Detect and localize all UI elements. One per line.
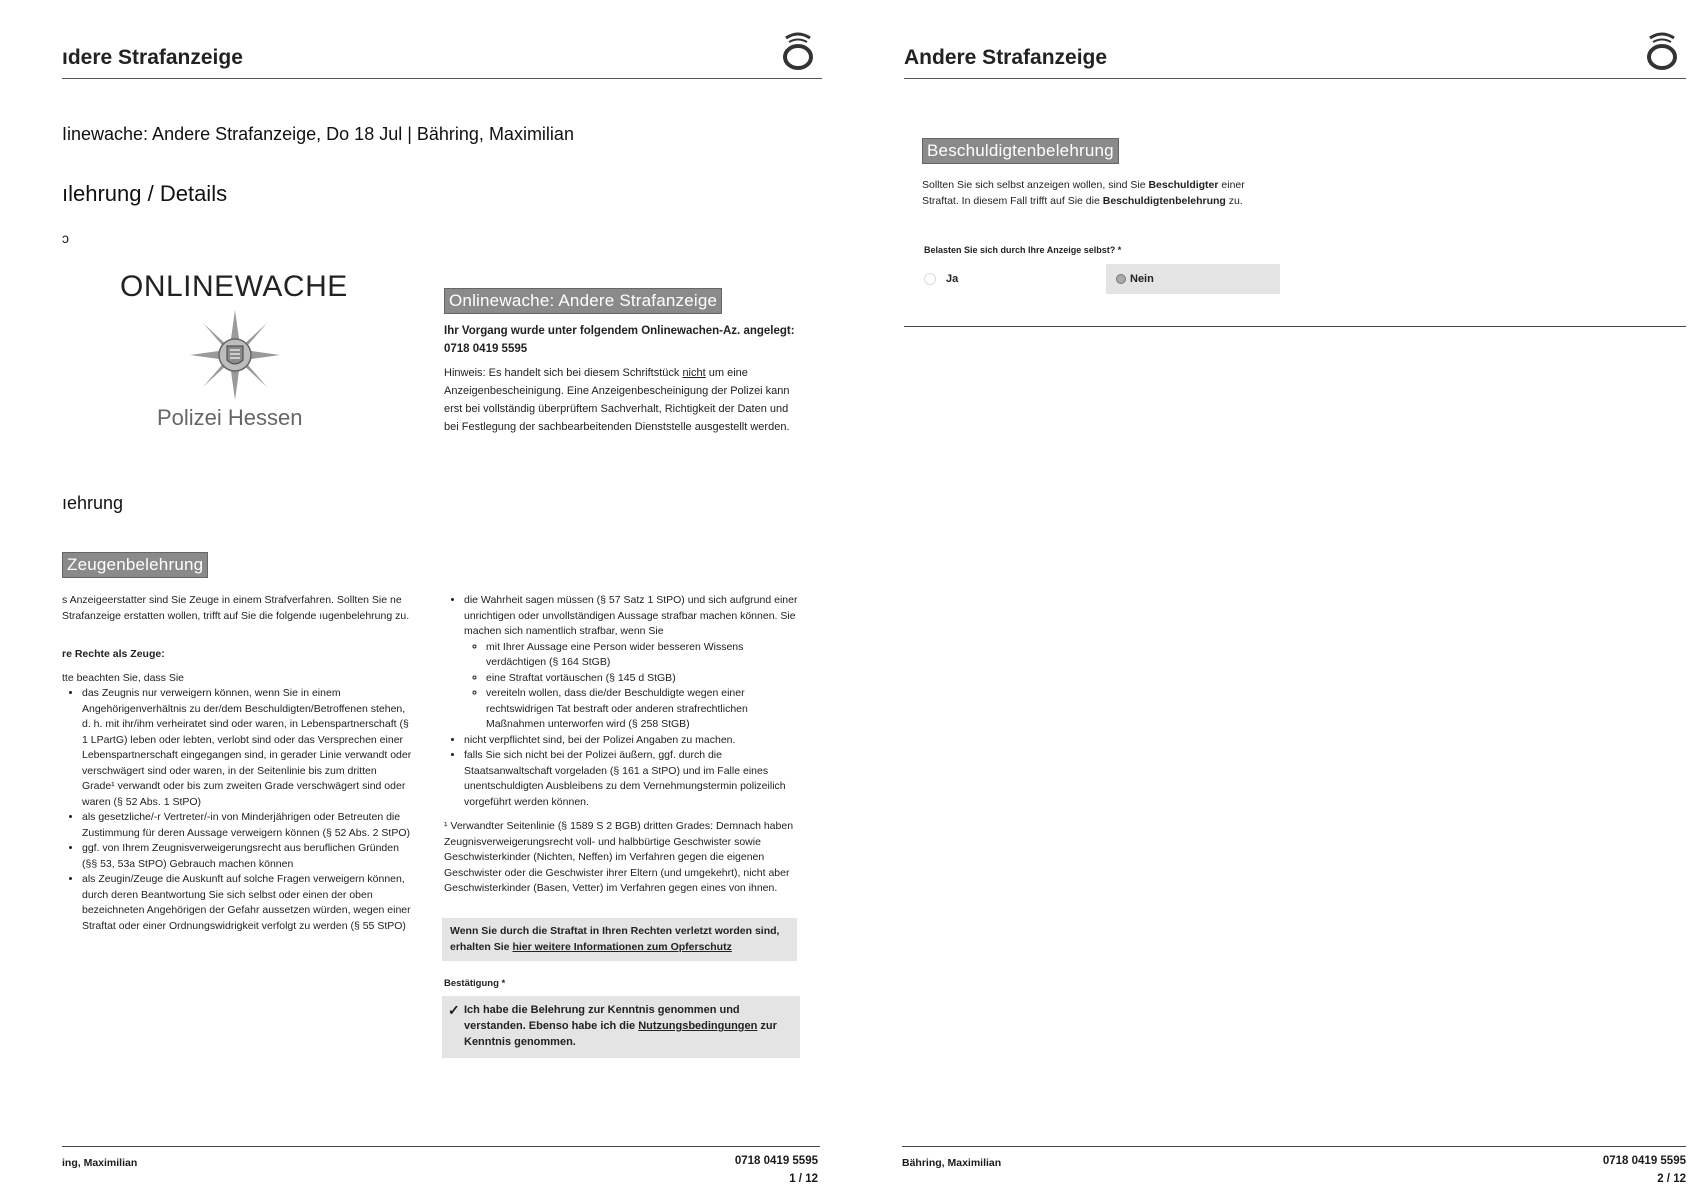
footer-reference: 0718 0419 5595 <box>1602 1155 1686 1167</box>
section-end-rule <box>904 326 1686 327</box>
witness-duties-list <box>444 593 799 810</box>
intro-mid: einer Straftat. In diesem Fall trifft auf Sie die <box>922 179 1245 207</box>
onlinewache-brand-title: ONLINEWACHE <box>120 270 348 303</box>
footer-name: Bähring, Maximilian <box>902 1157 1002 1169</box>
section-heading: ılehrung / Details <box>62 181 228 206</box>
radio-ja[interactable] <box>924 273 936 285</box>
document-page-1 <box>0 0 835 1199</box>
footnote-text: ¹ Verwandter Seitenlinie (§ 1589 S 2 BGB) dritten Grades: Demnach haben Zeugnisverweigerungsrecht voll- und halbbürtige Geschwister sowie Geschwisterkinder (Nichten, Neffen) im Verfahren gegen die eigenen Geschwister oder die Geschwister ihrer Eltern (und umgekehrt), nicht aber Geschwisterkinder (Basen, Vetter) im Verfahren gegen eines von ihnen. <box>444 820 794 894</box>
self-incrimination-question: Belasten Sie sich durch Ihre Anzeige selbst? * <box>924 245 1122 255</box>
list-item: ◦ eine Straftat vortäuschen (§ 145 d StGB) <box>486 671 799 687</box>
intro-prefix: Sollten Sie sich selbst anzeigen wollen, sind Sie <box>922 179 1149 191</box>
checkmark-icon: ✓ <box>448 1002 460 1018</box>
terms-of-use-link[interactable]: Nutzungsbedingungen <box>638 1020 758 1032</box>
confirmation-text <box>464 1002 789 1050</box>
footer-reference: 0718 0419 5595 <box>734 1155 818 1167</box>
radio-nein-selected[interactable] <box>1116 274 1126 284</box>
witness-rights-lead: tte beachten Sie, dass Sie <box>62 672 184 684</box>
victim-box-text: Wenn Sie durch die Straftat in Ihren Rechten verletzt worden sind, erhalten Sie <box>450 925 780 953</box>
hint-underlined: nicht <box>682 367 706 379</box>
duty-truth: die Wahrheit sagen müssen (§ 57 Satz 1 StPO) und sich aufgrund einer unrichtigen oder unvollständigen Aussage strafbar machen können. Sie machen sich namentlich strafbar, wenn Sie <box>464 594 798 637</box>
info-box-label: Onlinewache: Andere Strafanzeige <box>444 288 722 314</box>
witness-rights-list <box>62 686 412 934</box>
list-item: ◦ mit Ihrer Aussage eine Person wider besseren Wissens verdächtigen (§ 164 StGB) <box>486 640 799 671</box>
belehrung-heading: ıehrung <box>62 493 124 513</box>
list-item: ◦ vereiteln wollen, dass die/der Beschuldigte wegen einer rechtswidrigen Tat bestraft oder anderen strafrechtlichen Maßnahmen unterworfen wird (§ 258 StGB) <box>486 686 799 733</box>
polizei-logo-icon <box>780 30 816 70</box>
zeugenbelehrung-label: Zeugenbelehrung <box>62 552 208 578</box>
option-ja-label: Ja <box>946 273 959 285</box>
list-item: • falls Sie sich nicht bei der Polizei äußern, ggf. durch die Staatsanwaltschaft vorgeladen (§ 161 a StPO) und im Falle eines unentschuldigten Ausbleibens zu dem Vernehmungstermin polizeilich vorgeführt werden können. <box>464 748 799 810</box>
list-item: • ggf. von Ihrem Zeugnisverweigerungsrecht aus beruflichen Gründen (§§ 53, 53a StPO) Gebrauch machen können <box>82 841 412 872</box>
witness-rights-heading: re Rechte als Zeuge: <box>62 648 165 660</box>
footer-rule <box>902 1146 1686 1147</box>
beschuldigtenbelehrung-label: Beschuldigtenbelehrung <box>922 138 1119 164</box>
option-ja[interactable] <box>924 270 944 290</box>
intro-bold-belehrung: Beschuldigtenbelehrung <box>1102 194 1226 207</box>
option-nein[interactable] <box>1106 264 1280 294</box>
list-item: • als Zeugin/Zeuge die Auskunft auf solche Fragen verweigern können, durch deren Beantwortung Sie sich selbst oder einen der oben bezeichneten Angehörigen der Gefahr aussetzen würden, wegen einer Straftat oder einer Ordnungswidrigkeit verfolgt zu werden (§ 55 StPO) <box>82 872 412 934</box>
page-title: Andere Strafanzeige <box>904 46 1108 69</box>
hint-suffix: um eine Anzeigenbescheinigung. Eine Anzeigenbescheinigung der Polizei kann erst bei vollständig überprüftem Sachverhalt, Richtigkeit der Daten und bei Festlegung der sachbearbeitenden Dienststelle ausgestellt werden. <box>444 367 790 433</box>
document-page-2 <box>866 0 1696 1199</box>
hint-prefix: Hinweis: Es handelt sich bei diesem Schriftstück <box>444 367 683 379</box>
hint-text <box>444 364 804 436</box>
case-subtitle: Iinewache: Andere Strafanzeige, Do 18 Jul | Bähring, Maximilian <box>62 124 574 144</box>
list-item: • das Zeugnis nur verweigern können, wenn Sie in einem Angehörigenverhältnis zu der/dem Beschuldigten/Betroffenen stehen, d. h. mit ihr/ihm verheiratet sind oder waren, in Lebenspartnerschaft (§ 1 LPartG) leben oder lebten, verlobt sind oder das Versprechen einer Lebenspartnerschaft eingegangen sind, in gerader Linie verwandt oder verschwägert sind oder waren, in der Seitenlinie bis zum dritten Grade¹ verwandt oder bis zum zweiten Grade verschwägert sind oder waren (§ 52 Abs. 1 StPO) <box>82 686 412 810</box>
page-number: 1 / 12 <box>789 1173 818 1185</box>
intro-bold-accused: Beschuldigter <box>1148 179 1219 191</box>
reference-number-text: Ihr Vorgang wurde unter folgendem Onlinewachen-Az. angelegt: 0718 0419 5595 <box>444 325 795 355</box>
list-item <box>464 593 799 733</box>
list-item: • als gesetzliche/-r Vertreter/-in von Minderjährigen oder Betreuten die Zustimmung für deren Aussage verweigern können (§ 52 Abs. 2 StPO) <box>82 810 412 841</box>
intro-suffix: zu. <box>1225 194 1243 207</box>
option-nein-label: Nein <box>1130 273 1154 285</box>
accused-intro <box>922 178 1267 209</box>
footer-name: ing, Maximilian <box>62 1157 138 1169</box>
police-star-icon <box>188 308 282 402</box>
footer-rule <box>62 1146 820 1147</box>
confirm-text: Ich habe die Belehrung zur Kenntnis genommen und verstanden. Ebenso habe ich die <box>464 1004 740 1032</box>
victim-protection-box <box>442 918 797 961</box>
witness-intro: s Anzeigeerstatter sind Sie Zeuge in einem Strafverfahren. Sollten Sie ne Strafanzeige erstatten wollen, trifft auf Sie die folgende ıugenbelehrung zu. <box>62 594 410 622</box>
header-rule <box>904 78 1686 79</box>
page-title: ıdere Strafanzeige <box>62 46 243 69</box>
polizei-logo-icon <box>1644 30 1680 70</box>
victim-protection-link[interactable]: hier weitere Informationen zum Opferschutz <box>512 940 732 953</box>
header-rule <box>62 78 822 79</box>
list-item: • nicht verpflichtet sind, bei der Polizei Angaben zu machen. <box>464 733 799 749</box>
section-marker: ɔ <box>62 230 69 246</box>
confirmation-label: Bestätigung * <box>444 978 506 989</box>
confirm-suffix: zur Kenntnis genommen. <box>464 1020 777 1048</box>
confirmation-checkbox[interactable] <box>442 996 800 1058</box>
polizei-hessen-label: Polizei Hessen <box>157 405 303 430</box>
page-number: 2 / 12 <box>1657 1173 1686 1185</box>
